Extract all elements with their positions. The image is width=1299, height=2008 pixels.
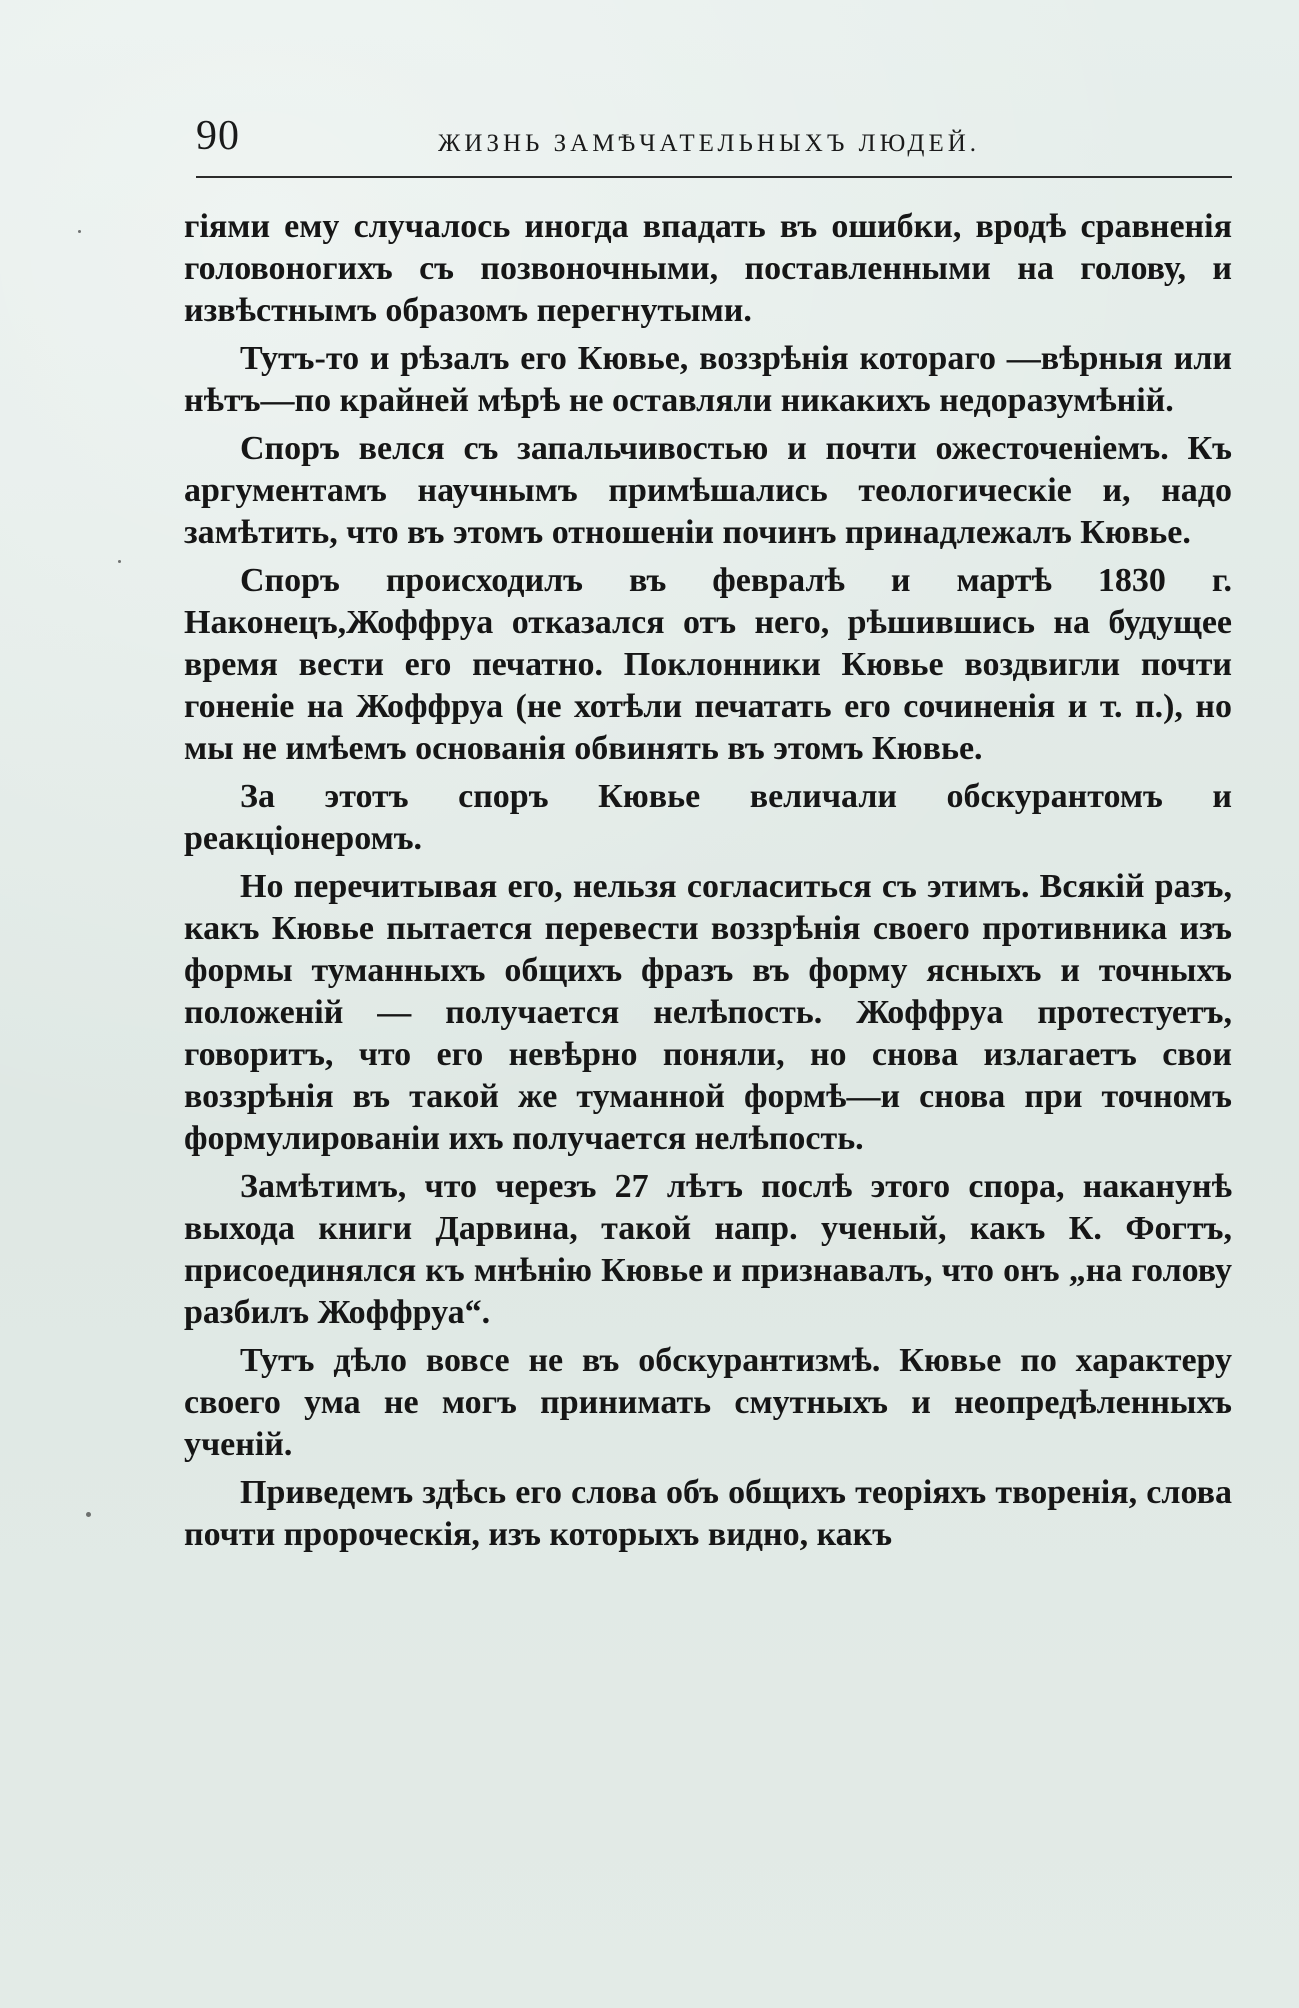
paragraph-4: Споръ происходилъ въ февралѣ и мартѣ 1830 г. Наконецъ,Жоффруа отказался отъ него, рѣшившись на будущее время вести его печатно. Поклонники Кювье воздвигли почти гоненіе на Жоффруа (не хотѣли печатать его сочиненія и т. п.), но мы не имѣемъ основанія обвинять въ этомъ Кювье.	[184, 562, 1232, 767]
paragraph-2: Тутъ-то и рѣзалъ его Кювье, воззрѣнія котораго —вѣрныя или нѣтъ—по крайней мѣрѣ не оставляли никакихъ недоразумѣній.	[184, 340, 1232, 419]
paper-speck	[86, 1512, 91, 1517]
page-number: 90	[196, 113, 240, 159]
running-head: ЖИЗНЬ ЗАМѢЧАТЕЛЬНЫХЪ ЛЮДЕЙ.	[438, 130, 981, 157]
paragraph-9: Приведемъ здѣсь его слова объ общихъ теоріяхъ творенія, слова почти пророческія, изъ которыхъ видно, какъ	[184, 1474, 1232, 1553]
paragraph-1: гіями ему случалось иногда впадать въ ошибки, вродѣ сравненія головоногихъ съ позвоночными, поставленными на голову, и извѣстнымъ образомъ перегнутыми.	[184, 208, 1232, 329]
header-rule	[196, 176, 1232, 178]
paragraph-5: За этотъ споръ Кювье величали обскурантомъ и реакціонеромъ.	[184, 778, 1232, 857]
paragraph-7: Замѣтимъ, что черезъ 27 лѣтъ послѣ этого спора, наканунѣ выхода книги Дарвина, такой напр. ученый, какъ К. Фогтъ, присоединялся къ мнѣнію Кювье и признавалъ, что онъ „на голову разбилъ Жоффруа“.	[184, 1168, 1232, 1331]
paragraph-6: Но перечитывая его, нельзя согласиться съ этимъ. Всякій разъ, какъ Кювье пытается перевести воззрѣнія своего противника изъ формы туманныхъ общихъ фразъ въ форму ясныхъ и точныхъ положеній — получается нелѣпость. Жоффруа протестуетъ, говоритъ, что его невѣрно поняли, но снова излагаетъ свои воззрѣнія въ такой же туманной формѣ—и снова при точномъ формулированіи ихъ получается нелѣпость.	[184, 868, 1232, 1157]
paper-speck	[78, 230, 81, 233]
page-header	[196, 108, 1232, 178]
body-text	[184, 206, 1232, 1562]
paragraph-3: Споръ велся съ запальчивостью и почти ожесточеніемъ. Къ аргументамъ научнымъ примѣшались теологическіе и, надо замѣтить, что въ этомъ отношеніи починъ принадлежалъ Кювье.	[184, 430, 1232, 551]
paper-speck	[118, 560, 121, 563]
paragraph-8: Тутъ дѣло вовсе не въ обскурантизмѣ. Кювье по характеру своего ума не могъ принимать смутныхъ и неопредѣленныхъ ученій.	[184, 1342, 1232, 1463]
